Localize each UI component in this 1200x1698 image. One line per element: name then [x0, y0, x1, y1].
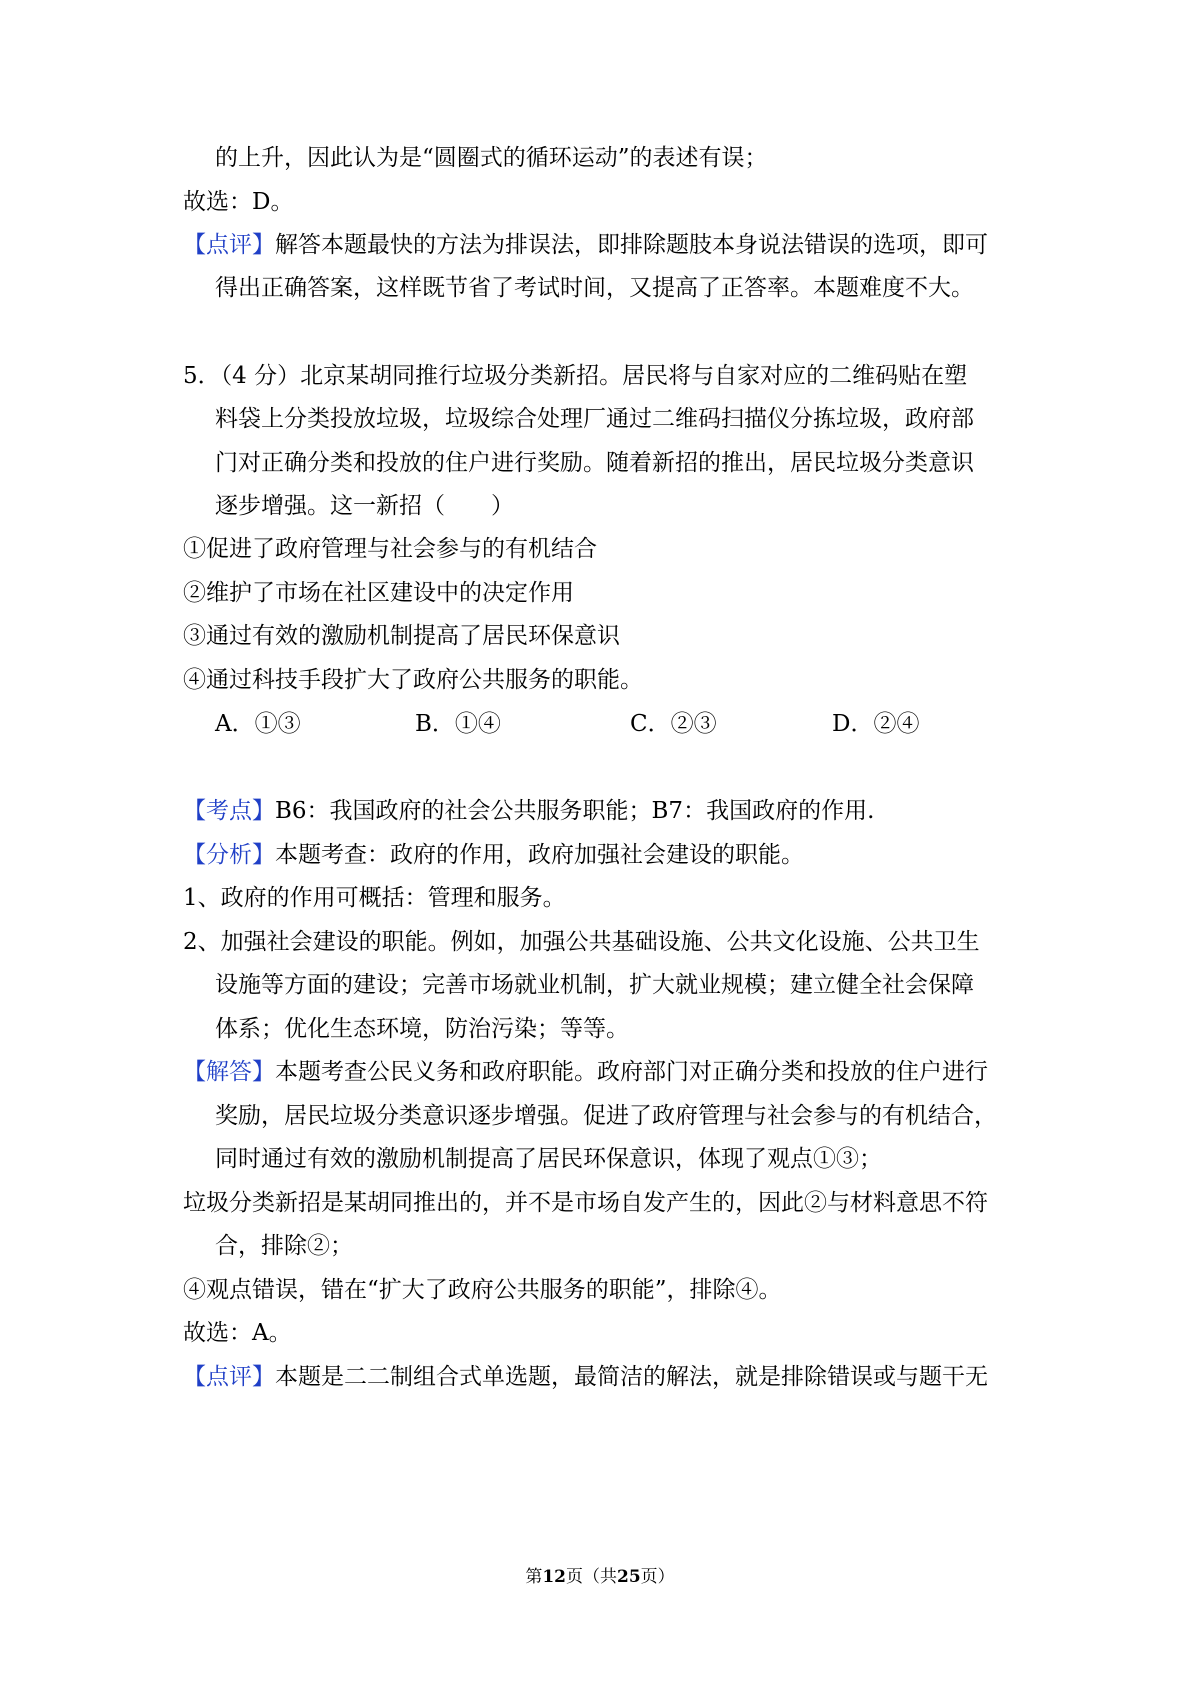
option-a: A．①③: [215, 711, 301, 737]
analysis-point-2-cont: 体系；优化生态环境，防治污染；等等。: [215, 1016, 629, 1042]
fenxi: [183, 840, 1033, 870]
fenxi-text: 本题考查：政府的作用，政府加强社会建设的职能。: [275, 842, 804, 868]
analysis-point-1: 1、政府的作用可概括：管理和服务。: [183, 885, 566, 911]
prev-text-line: 的上升，因此认为是“圆圈式的循环运动”的表述有误；: [215, 145, 768, 171]
analysis-point-2-cont: 设施等方面的建设；完善市场就业机制，扩大就业规模；建立健全社会保障: [215, 972, 974, 998]
comment-text: 解答本题最快的方法为排误法，即排除题肢本身说法错误的选项，即可: [275, 232, 988, 258]
dianping-tag: 【点评】: [183, 1364, 275, 1390]
jieda-line: ④观点错误，错在“扩大了政府公共服务的职能”，排除④。: [183, 1277, 782, 1303]
dianping: [183, 1362, 1033, 1392]
page-number: 12: [542, 1567, 566, 1587]
footer-mid: 页（共: [566, 1567, 617, 1587]
kaodian-text: B6：我国政府的社会公共服务职能；B7：我国政府的作用.: [275, 798, 875, 824]
final-answer: 故选：A。: [183, 1320, 292, 1346]
footer-pre: 第: [525, 1567, 543, 1587]
statement-3: ③通过有效的激励机制提高了居民环保意识: [183, 623, 620, 649]
kaodian-tag: 【考点】: [183, 798, 275, 824]
question-stem-line: 5．（4 分）北京某胡同推行垃圾分类新招。居民将与自家对应的二维码贴在塑: [183, 363, 968, 389]
option-d: D．②④: [832, 711, 920, 737]
prev-comment: [183, 230, 1033, 260]
comment-tag: 【点评】: [183, 232, 275, 258]
statement-4: ④通过科技手段扩大了政府公共服务的职能。: [183, 667, 643, 693]
question-stem-line: 门对正确分类和投放的住户进行奖励。随着新招的推出，居民垃圾分类意识: [215, 450, 974, 476]
footer-post: 页）: [640, 1567, 675, 1587]
option-c: C．②③: [630, 711, 717, 737]
option-b: B．①④: [415, 711, 501, 737]
jieda-cont: 合，排除②；: [215, 1233, 353, 1259]
page-footer: [0, 1565, 1200, 1589]
fenxi-tag: 【分析】: [183, 842, 275, 868]
jieda-line: 垃圾分类新招是某胡同推出的，并不是市场自发产生的，因此②与材料意思不符: [183, 1190, 988, 1216]
question-stem-line: 料袋上分类投放垃圾，垃圾综合处理厂通过二维码扫描仪分拣垃圾，政府部: [215, 406, 974, 432]
dianping-text: 本题是二二制组合式单选题，最简洁的解法，就是排除错误或与题干无: [275, 1364, 988, 1390]
prev-answer: 故选：D。: [183, 189, 294, 215]
jieda-cont: 奖励，居民垃圾分类意识逐步增强。促进了政府管理与社会参与的有机结合，: [215, 1103, 997, 1129]
jieda-cont: 同时通过有效的激励机制提高了居民环保意识，体现了观点①③；: [215, 1146, 882, 1172]
statement-1: ①促进了政府管理与社会参与的有机结合: [183, 536, 597, 562]
page-total: 25: [617, 1567, 641, 1587]
question-stem-line: 逐步增强。这一新招（ ）: [215, 493, 514, 519]
kaodian: [183, 796, 1033, 826]
jieda-text: 本题考查公民义务和政府职能。政府部门对正确分类和投放的住户进行: [275, 1059, 988, 1085]
analysis-point-2: 2、加强社会建设的职能。例如，加强公共基础设施、公共文化设施、公共卫生: [183, 929, 980, 955]
jieda: [183, 1057, 1033, 1087]
prev-comment-cont: 得出正确答案，这样既节省了考试时间，又提高了正答率。本题难度不大。: [215, 275, 974, 301]
statement-2: ②维护了市场在社区建设中的决定作用: [183, 580, 574, 606]
jieda-tag: 【解答】: [183, 1059, 275, 1085]
